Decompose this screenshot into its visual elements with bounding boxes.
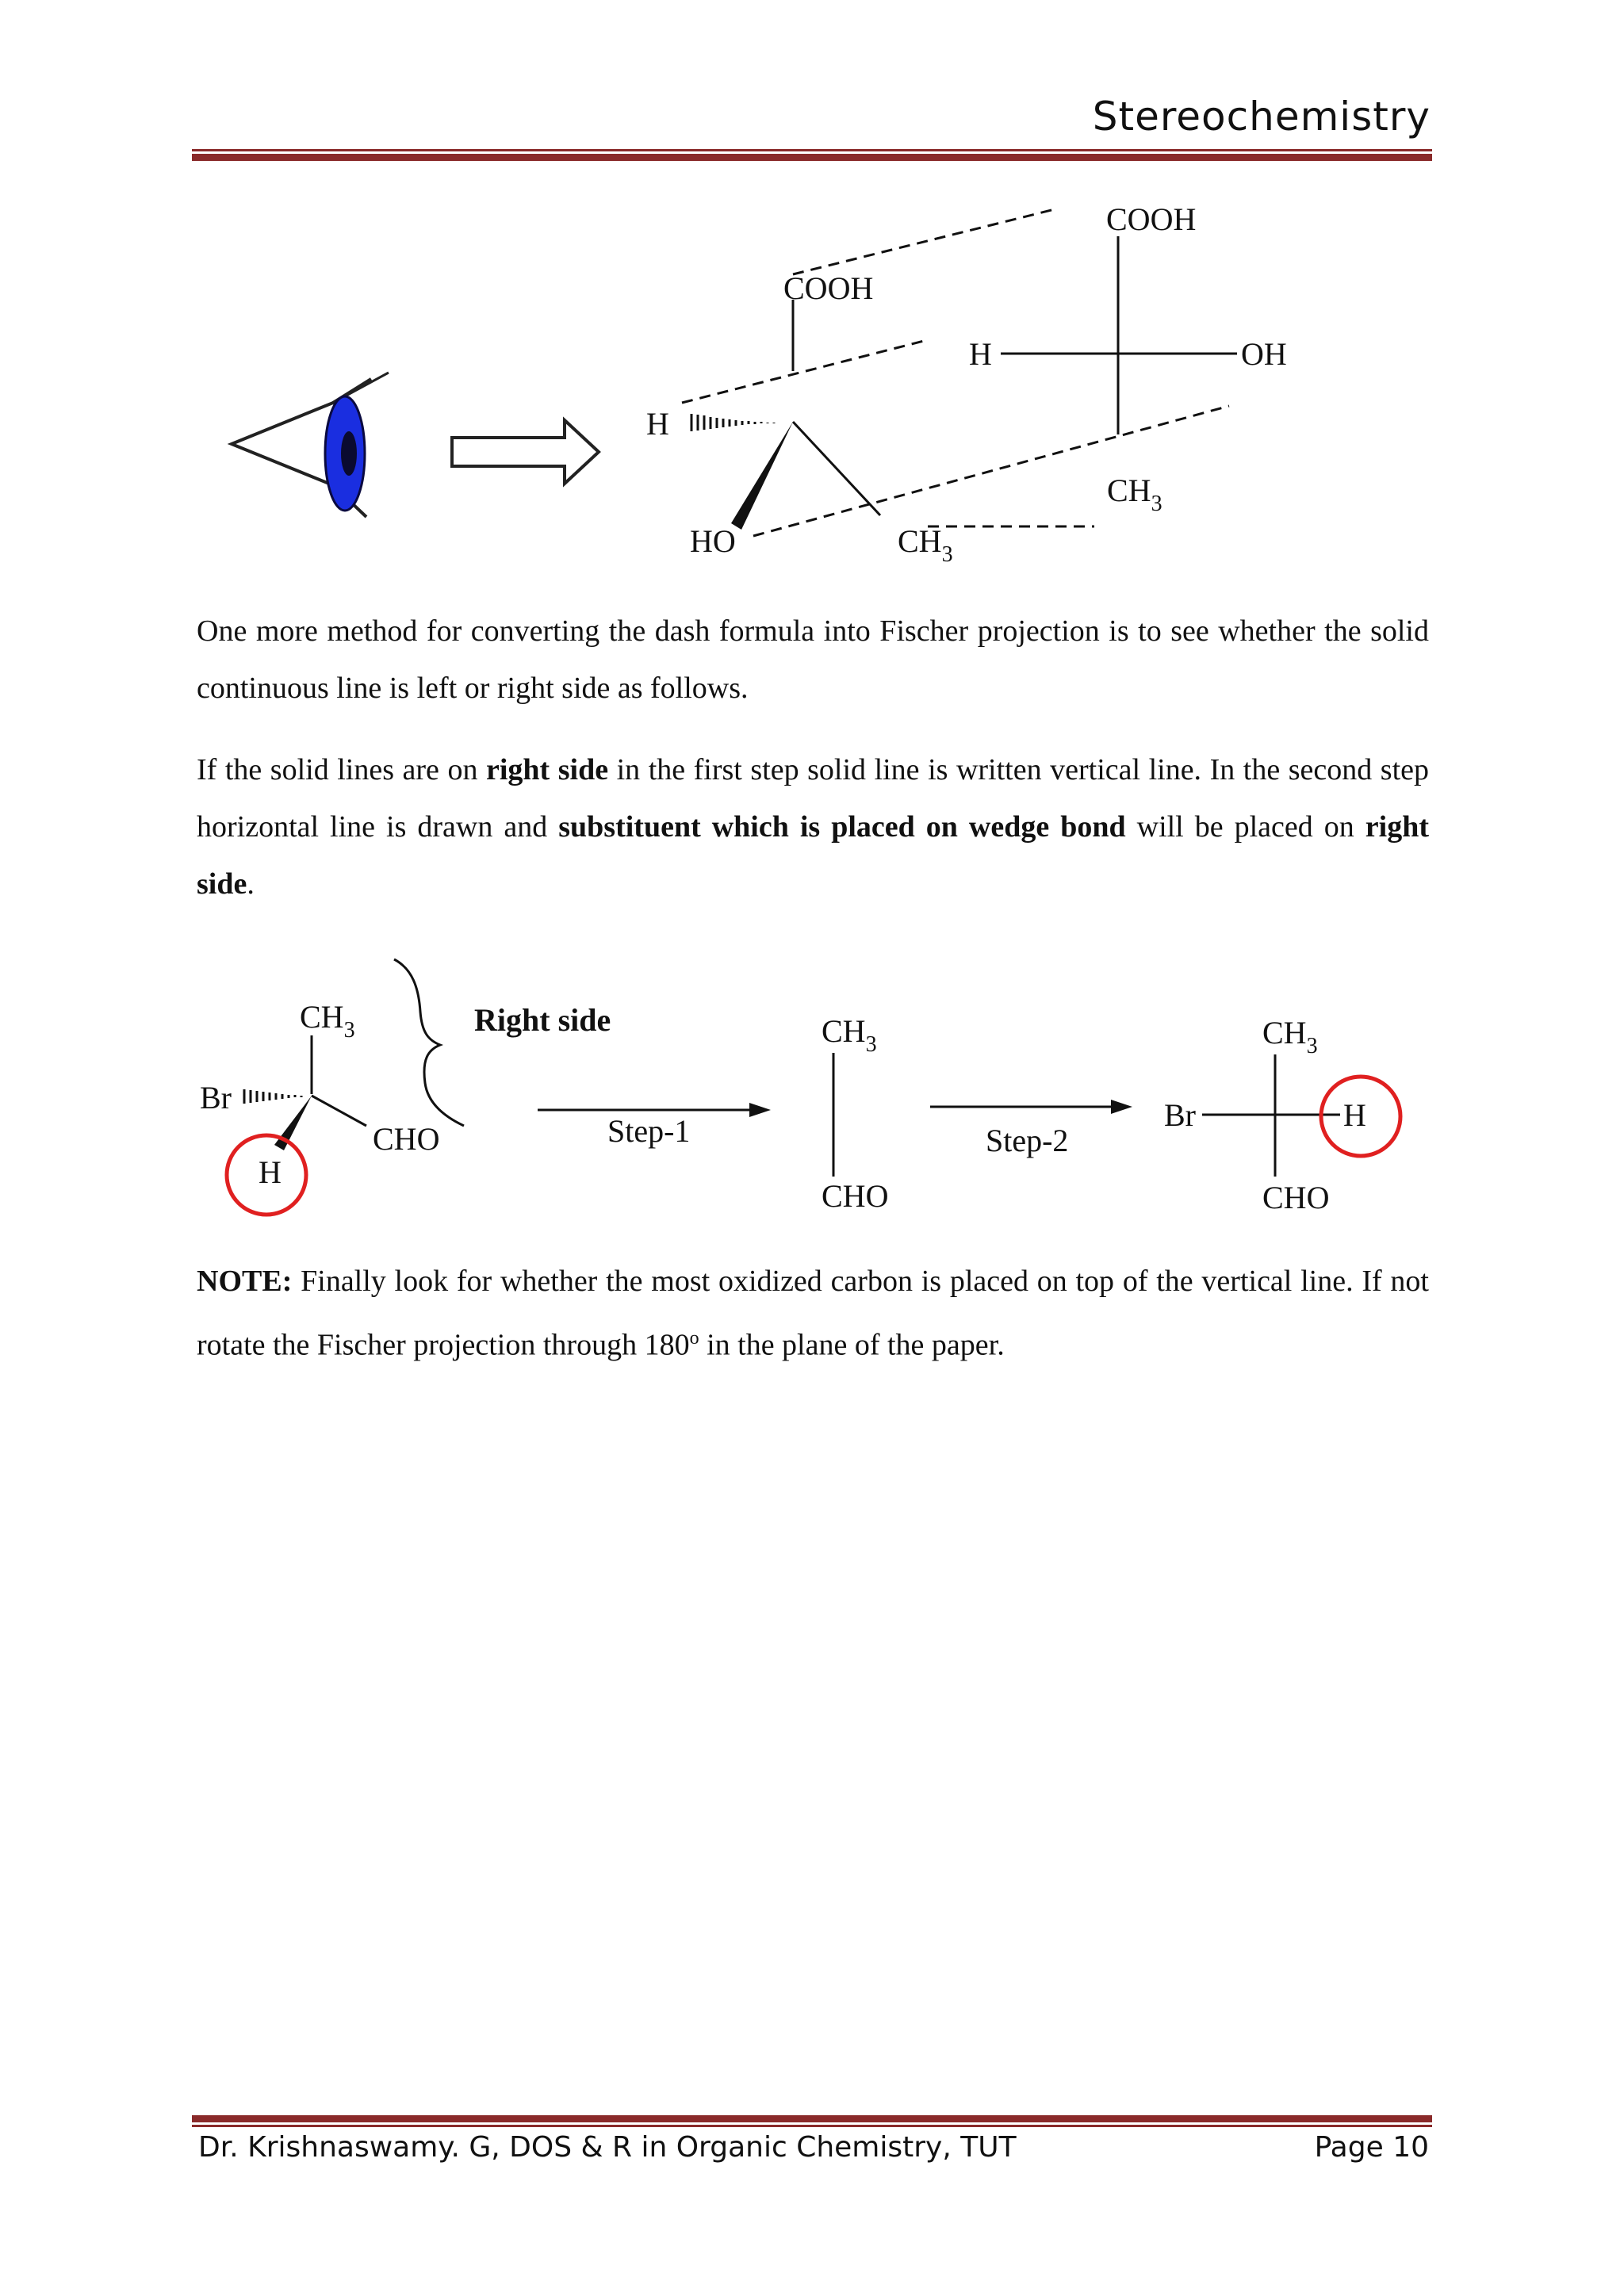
fischer-bottom-label: $CH_3$ bbox=[1107, 473, 1162, 516]
mol-left-label: Br bbox=[200, 1080, 232, 1115]
dash-top-label: COOH bbox=[783, 270, 874, 306]
footer-page-number: Page 10 bbox=[1314, 2131, 1429, 2164]
footer-rule bbox=[192, 2115, 1432, 2127]
paragraph-method: One more method for converting the dash formula into Fischer projection is to see whether the solid continuous line is left or right side as follows. bbox=[197, 614, 1429, 705]
figure-two-step-conversion bbox=[0, 943, 1624, 1229]
footer-author: Dr. Krishnaswamy. G, DOS & R in Organic Chemistry, TUT bbox=[198, 2131, 1017, 2164]
curly-brace-icon bbox=[394, 959, 464, 1126]
fischer-left-label: H bbox=[969, 336, 992, 372]
step2-label: Step-2 bbox=[986, 1123, 1069, 1158]
mid-top-label: $CH_3$ bbox=[822, 1013, 877, 1057]
fischer-right-label: OH bbox=[1241, 336, 1287, 372]
mol-right-label: CHO bbox=[373, 1121, 440, 1157]
header-rule bbox=[192, 149, 1432, 161]
mol-bottom-label: H bbox=[259, 1154, 282, 1190]
dash-bottom-right-label: $CH_3$ bbox=[898, 523, 953, 567]
hollow-arrow-icon bbox=[452, 420, 599, 484]
figure-dash-to-fischer bbox=[0, 182, 1624, 579]
eye-icon bbox=[232, 373, 389, 517]
fischer-projection bbox=[969, 201, 1287, 516]
step1-arrowhead-icon bbox=[749, 1103, 771, 1117]
paragraph-right-side-rule: If the solid lines are on right side in the first step solid line is written vertical line. In the second step horizontal line is drawn and substituent which is placed on wedge bond will be placed on right side. bbox=[197, 753, 1429, 901]
note-paragraph: NOTE: Finally look for whether the most oxidized carbon is placed on top of the vertical line. If not rotate the Fischer projection through 180$^o$ in the plane of the paper. bbox=[197, 1265, 1429, 1362]
page-header-title: Stereochemistry bbox=[1092, 94, 1431, 140]
dash-formula bbox=[646, 270, 953, 567]
dash-molecule bbox=[200, 999, 439, 1215]
step2-arrowhead-icon bbox=[1111, 1100, 1132, 1114]
final-bottom-label: CHO bbox=[1262, 1180, 1330, 1215]
mol-top-label: $CH_3$ bbox=[300, 999, 355, 1043]
page-footer bbox=[198, 2131, 1429, 2164]
fischer-top-label: COOH bbox=[1106, 201, 1197, 237]
step1-label: Step-1 bbox=[607, 1113, 691, 1149]
final-left-label: Br bbox=[1164, 1097, 1196, 1133]
final-top-label: $CH_3$ bbox=[1262, 1015, 1318, 1058]
dash-bottom-left-label: HO bbox=[690, 523, 736, 559]
final-right-label: H bbox=[1343, 1097, 1366, 1133]
right-side-label: Right side bbox=[474, 1002, 611, 1038]
dash-left-label: H bbox=[646, 406, 669, 442]
mid-bottom-label: CHO bbox=[822, 1178, 889, 1214]
